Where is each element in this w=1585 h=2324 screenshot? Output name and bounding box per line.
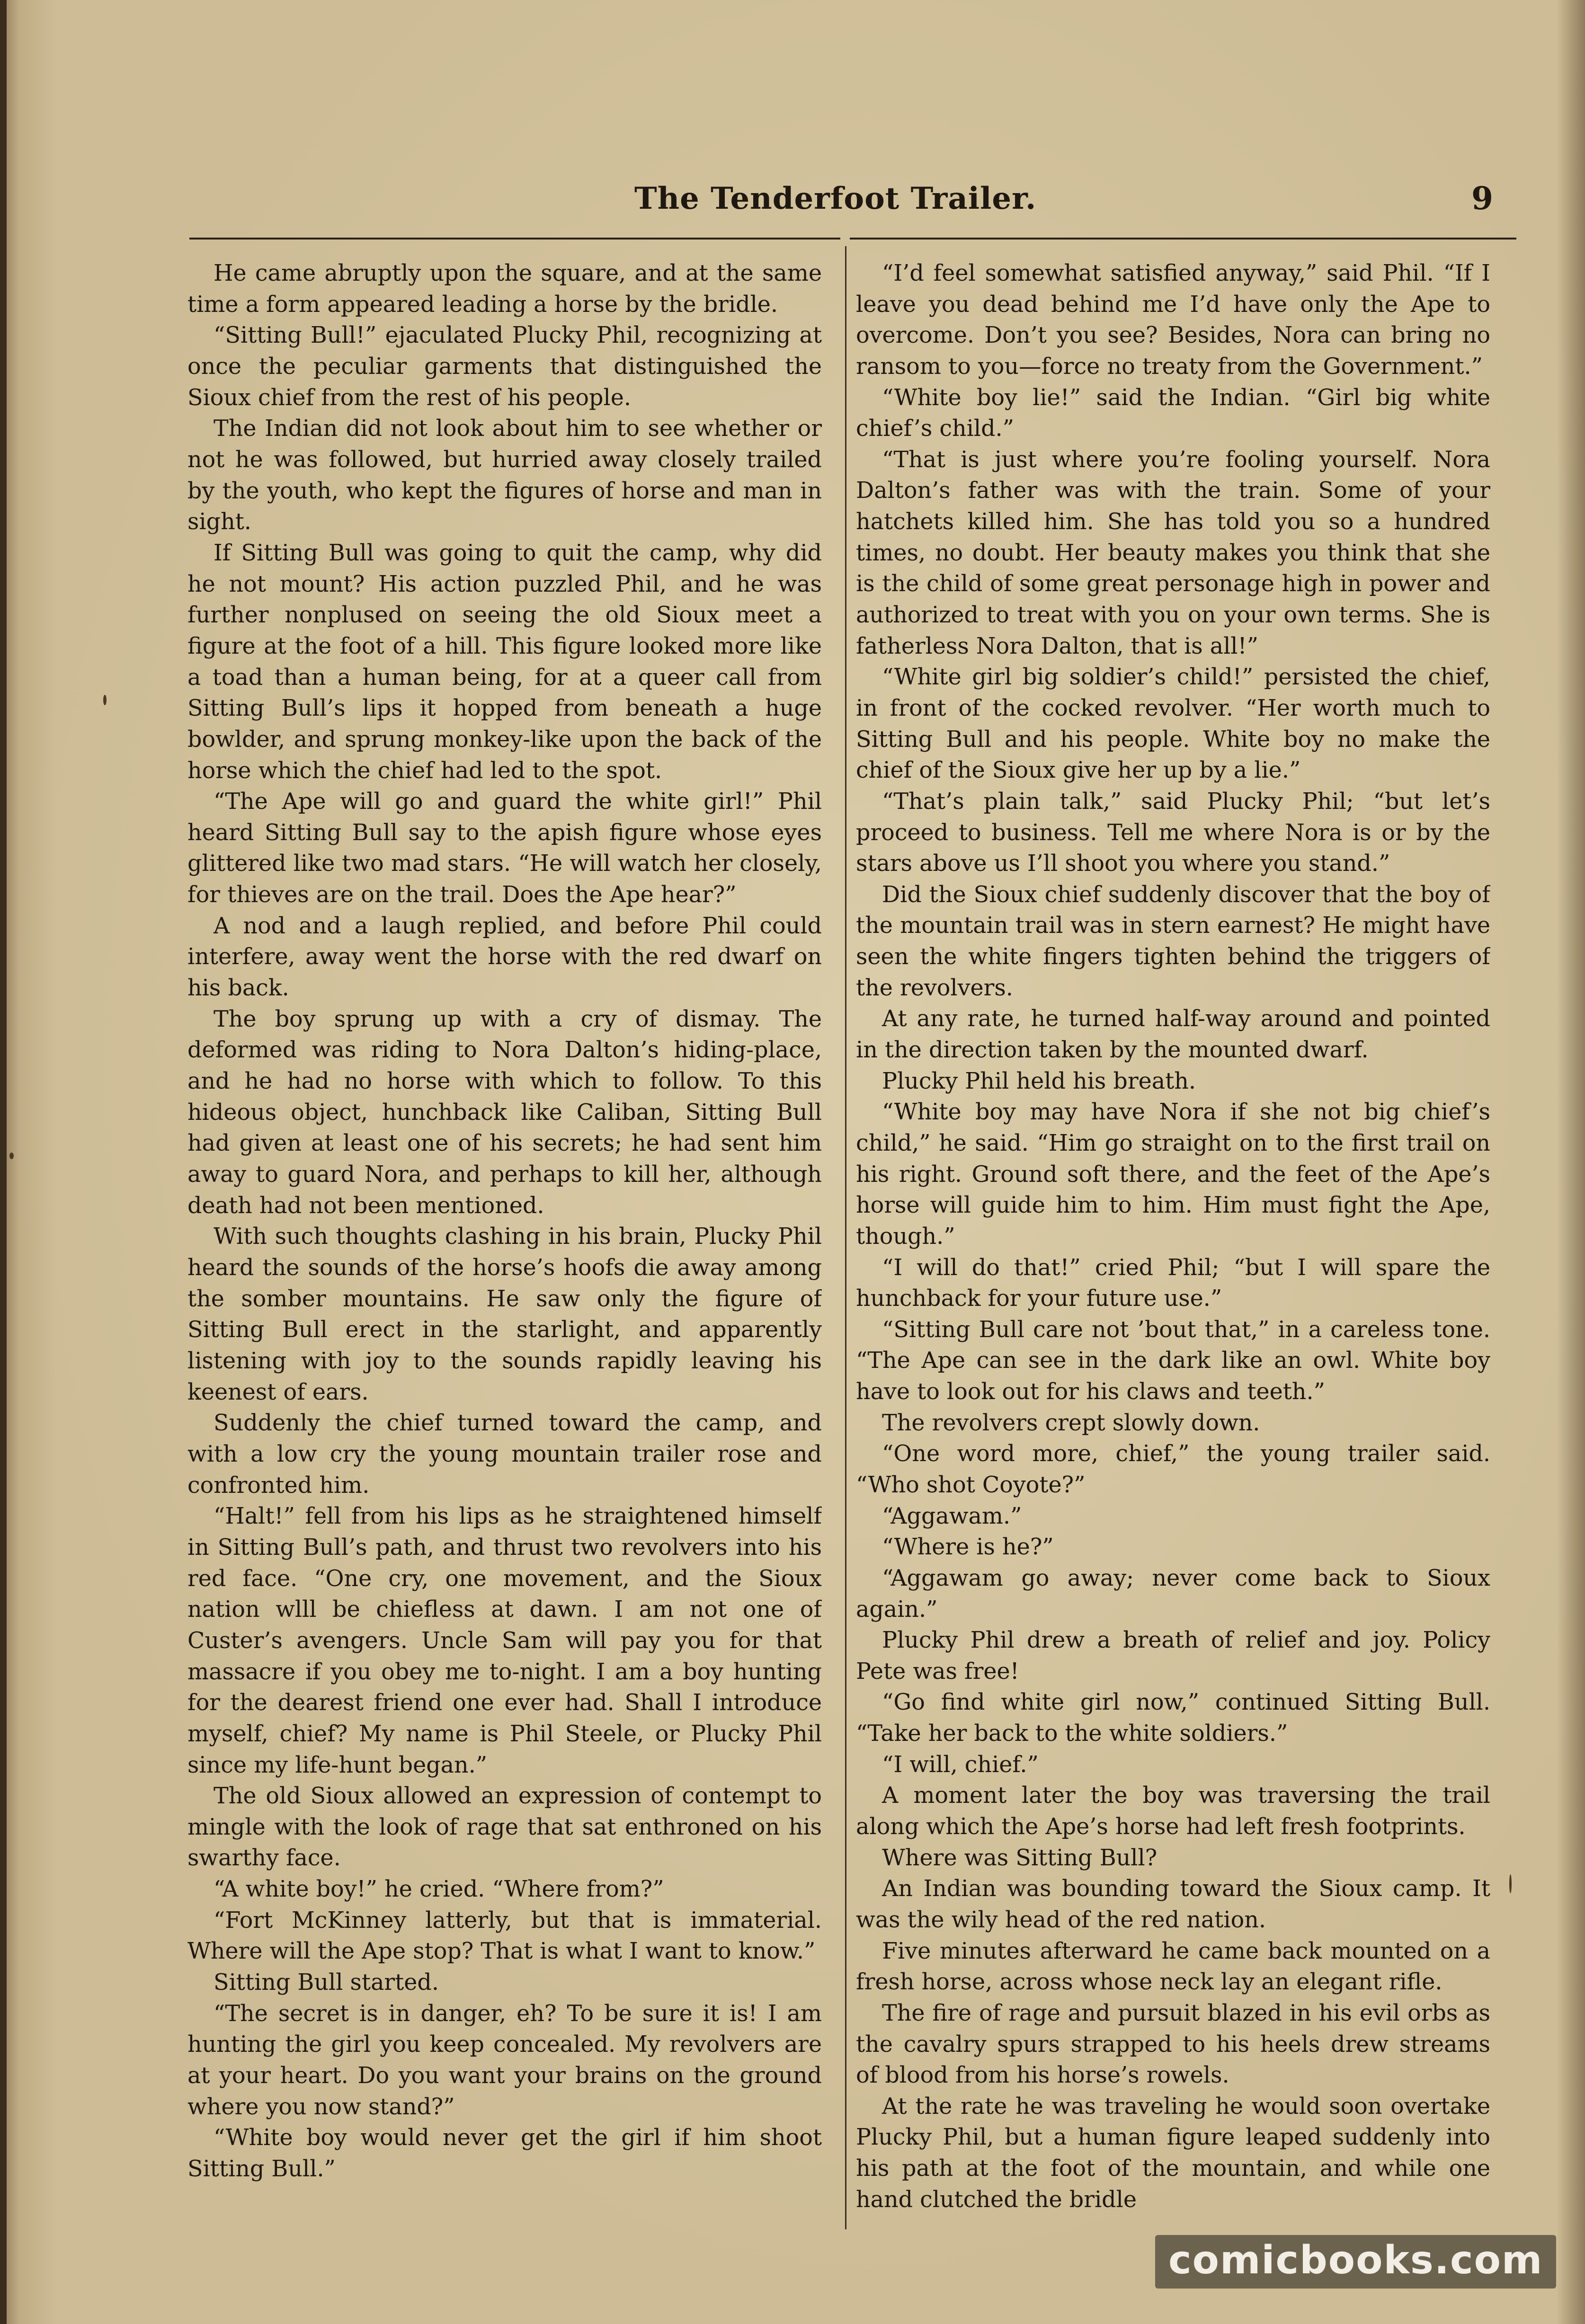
right-column-paragraph: “I will, chief.”	[882, 1751, 1039, 1778]
page-number: 9	[1471, 180, 1493, 217]
print-speck	[103, 695, 107, 705]
right-column-paragraph: An Indian was bounding toward the Sioux camp. It was the wily head of the red nation.	[856, 1876, 1490, 1933]
print-speck	[9, 1153, 14, 1159]
right-column-paragraph: “I will do that!” cried Phil; “but I will spare the hunchback for your future use.”	[856, 1254, 1490, 1312]
page-edge-shadow	[1557, 0, 1585, 2324]
right-column-paragraph: The fire of rage and pursuit blazed in his evil orbs as the cavalry spurs strapped to his heels drew streams of blood from his horse’s rowels.	[856, 2000, 1490, 2089]
right-column-paragraph: “That’s plain talk,” said Plucky Phil; “but let’s proceed to business. Tell me where Nora is or by the stars above us I’ll shoot you where you stand.”	[856, 788, 1490, 877]
header-rule-right	[850, 238, 1516, 239]
left-column-paragraph: The boy sprung up with a cry of dismay. The deformed was riding to Nora Dalton’s hiding-place, and he had no horse with which to follow. To this hideous object, hunchback like Caliban, Sitting Bull had given at least one of his secrets; he had sent him away to guard Nora, and perhaps to kill her, although death had not been mentioned.	[187, 1006, 822, 1219]
left-column-paragraph: The old Sioux allowed an expression of contempt to mingle with the look of rage that sat enthroned on his swarthy face.	[187, 1783, 822, 1872]
left-column-paragraph: If Sitting Bull was going to quit the camp, why did he not mount? His action puzzled Phil, and he was further nonplused on seeing the old Sioux meet a figure at the foot of a hill. This figure looked more like a toad than a human being, for at a queer call from Sitting Bull’s lips it hopped from beneath a huge bowlder, and sprung monkey-like upon the back of the horse which the chief had led to the spot.	[187, 540, 822, 784]
right-column-paragraph: “One word more, chief,” the young trailer said. “Who shot Coyote?”	[856, 1441, 1490, 1498]
right-column-paragraph: “Sitting Bull care not ’bout that,” in a careless tone. “The Ape can see in the dark like an owl. White boy have to look out for his claws and teeth.”	[856, 1316, 1490, 1405]
right-column-paragraph: “White girl big soldier’s child!” persisted the chief, in front of the cocked revolver. “Her worth much to Sitting Bull and his people. White boy no make the chief of the Sioux give her up by a lie.”	[856, 664, 1490, 784]
right-column-paragraph: At any rate, he turned half-way around and pointed in the direction taken by the mounted dwarf.	[856, 1006, 1490, 1064]
right-text-column	[856, 258, 1490, 2215]
left-column-paragraph: Sitting Bull started.	[214, 1969, 439, 1996]
left-column-paragraph: “Fort McKinney latterly, but that is immaterial. Where will the Ape stop? That is what I want to know.”	[187, 1907, 822, 1965]
column-divider	[845, 246, 846, 2229]
left-column-paragraph: The Indian did not look about him to see whether or not he was followed, but hurried away closely trailed by the youth, who kept the figures of horse and man in sight.	[187, 416, 822, 535]
right-column-paragraph: “White boy may have Nora if she not big chief’s child,” he said. “Him go straight on to the first trail on his right. Ground soft there, and the feet of the Ape’s horse will guide him to him. Him must fight the Ape, though.”	[856, 1099, 1490, 1250]
left-column-paragraph: With such thoughts clashing in his brain, Plucky Phil heard the sounds of the horse’s hoofs die away among the somber mountains. He saw only the figure of Sitting Bull erect in the starlight, and apparently listening with joy to the sounds rapidly leaving his keenest of ears.	[187, 1224, 822, 1405]
page-spine	[0, 0, 7, 2324]
left-column-paragraph: “The Ape will go and guard the white girl!” Phil heard Sitting Bull say to the apish figure whose eyes glittered like two mad stars. “He will watch her closely, for thieves are on the trail. Does the Ape hear?”	[187, 789, 822, 908]
right-column-paragraph: “Where is he?”	[882, 1534, 1054, 1561]
right-column-paragraph: “Aggawam go away; never come back to Sioux again.”	[856, 1565, 1490, 1623]
right-column-paragraph: At the rate he was traveling he would soon overtake Plucky Phil, but a human figure leaped suddenly into his path at the foot of the mountain, and while one hand clutched the bridle	[856, 2093, 1490, 2213]
left-column-paragraph: “The secret is in danger, eh? To be sure it is! I am hunting the girl you keep concealed. My revolvers are at your heart. Do you want your brains on the ground where you now stand?”	[187, 2000, 822, 2120]
right-column-paragraph: Five minutes afterward he came back mounted on a fresh horse, across whose neck lay an elegant rifle.	[856, 1938, 1490, 1996]
right-column-paragraph: Plucky Phil drew a breath of relief and joy. Policy Pete was free!	[856, 1627, 1490, 1685]
left-column-paragraph: A nod and a laugh replied, and before Phil could interfere, away went the horse with the red dwarf on his back.	[187, 913, 822, 1002]
right-column-paragraph: Plucky Phil held his breath.	[882, 1068, 1196, 1094]
left-text-column	[187, 258, 822, 2215]
print-speck	[1509, 1874, 1512, 1893]
right-column-paragraph: The revolvers crept slowly down.	[882, 1410, 1260, 1436]
left-column-paragraph: Suddenly the chief turned toward the camp, and with a low cry the young mountain trailer rose and confronted him.	[187, 1410, 822, 1499]
right-column-paragraph: Did the Sioux chief suddenly discover that the boy of the mountain trail was in stern earnest? He might have seen the white fingers tighten behind the triggers of the revolvers.	[856, 881, 1490, 1001]
right-column-paragraph: “I’d feel somewhat satisfied anyway,” said Phil. “If I leave you dead behind me I’d have only the Ape to overcome. Don’t you see? Besides, Nora can bring no ransom to you—force no treaty from the Government.”	[856, 260, 1490, 380]
running-header-title: The Tenderfoot Trailer.	[634, 181, 1037, 216]
right-column-paragraph: “White boy lie!” said the Indian. “Girl big white chief’s child.”	[856, 384, 1490, 442]
left-column-paragraph: “A white boy!” he cried. “Where from?”	[214, 1876, 664, 1903]
right-column-paragraph: A moment later the boy was traversing the trail along which the Ape’s horse had left fresh footprints.	[856, 1783, 1490, 1840]
left-column-paragraph: “White boy would never get the girl if him shoot Sitting Bull.”	[187, 2125, 822, 2182]
left-column-paragraph: “Halt!” fell from his lips as he straightened himself in Sitting Bull’s path, and thrust two revolvers into his red face. “One cry, one movement, and the Sioux nation wlll be chiefless at dawn. I am not one of Custer’s avengers. Uncle Sam will pay you for that massacre if you obey me to-night. I am a boy hunting for the dearest friend one ever had. Shall I introduce myself, chief? My name is Phil Steele, or Plucky Phil since my life-hunt began.”	[187, 1503, 822, 1778]
left-column-paragraph: “Sitting Bull!” ejaculated Plucky Phil, recognizing at once the peculiar garments that distinguished the Sioux chief from the rest of his people.	[187, 322, 822, 411]
right-column-paragraph: “Go find white girl now,” continued Sitting Bull. “Take her back to the white soldiers.”	[856, 1689, 1490, 1747]
right-column-paragraph: Where was Sitting Bull?	[882, 1845, 1158, 1871]
right-column-paragraph: “That is just where you’re fooling yourself. Nora Dalton’s father was with the train. Some of your hatchets killed him. She has told you so a hundred times, no doubt. Her beauty makes you think that she is the child of some great personage high in power and authorized to treat with you on your own terms. She is fatherless Nora Dalton, that is all!”	[856, 446, 1490, 659]
right-column-paragraph: “Aggawam.”	[882, 1503, 1022, 1529]
header-rule-left	[189, 238, 840, 239]
watermark-logo: comicbooks.com	[1155, 2235, 1556, 2289]
left-column-paragraph: He came abruptly upon the square, and at the same time a form appeared leading a horse by the bridle.	[187, 260, 822, 318]
